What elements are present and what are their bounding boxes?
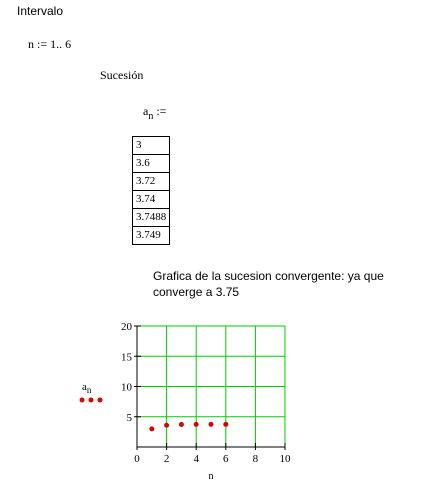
data-point — [179, 422, 184, 427]
assign-operator: := — [37, 37, 48, 51]
caption-line-2: converge a 3.75 — [153, 285, 240, 299]
y-tick-label: 5 — [126, 411, 132, 424]
matrix-cell[interactable]: 3 — [133, 137, 170, 155]
range-variable: n — [28, 37, 34, 51]
y-tick-label: 20 — [121, 321, 132, 333]
range-expression: 1.. 6 — [50, 37, 72, 51]
x-tick-label: 2 — [163, 453, 170, 465]
data-point — [164, 423, 169, 428]
range-definition[interactable] — [28, 37, 71, 52]
matrix-cell[interactable]: 3.72 — [133, 173, 170, 191]
data-point — [209, 422, 214, 427]
x-tick-label: 10 — [279, 453, 291, 465]
x-tick-label: 8 — [252, 453, 259, 465]
legend-marker — [78, 396, 108, 406]
sequence-definition[interactable] — [143, 104, 167, 122]
sequence-variable: a — [143, 104, 149, 118]
matrix-cell[interactable]: 3.6 — [133, 155, 170, 173]
y-axis-label-var: a — [82, 381, 87, 393]
y-tick-label: 10 — [121, 381, 132, 394]
data-point — [223, 422, 228, 427]
data-point — [194, 422, 199, 427]
sequence-plot[interactable] — [110, 318, 300, 489]
data-point — [149, 426, 154, 431]
matrix-cell[interactable]: 3.749 — [133, 227, 170, 245]
sequence-matrix[interactable] — [132, 136, 170, 245]
legend-dot — [80, 398, 85, 403]
x-tick-label: 4 — [193, 453, 199, 465]
caption-line-1: Grafica de la sucesion convergente: ya que — [153, 269, 384, 283]
legend-dot — [98, 398, 103, 403]
y-axis-label — [82, 381, 91, 393]
chart-caption — [153, 268, 384, 300]
x-tick-label: 6 — [223, 453, 229, 465]
matrix-cell[interactable]: 3.74 — [133, 191, 170, 209]
legend-dot — [89, 398, 94, 403]
matrix-cell[interactable]: 3.7488 — [133, 209, 170, 227]
sequence-subscript: n — [148, 111, 154, 122]
y-axis-label-sub: n — [86, 385, 92, 395]
x-tick-label: 0 — [134, 453, 140, 465]
assign-operator: := — [156, 104, 167, 118]
interval-heading: Intervalo — [17, 4, 64, 18]
x-axis-label: n — [208, 471, 214, 482]
y-tick-label: 15 — [121, 351, 132, 364]
sequence-subtitle: Sucesión — [100, 68, 144, 82]
